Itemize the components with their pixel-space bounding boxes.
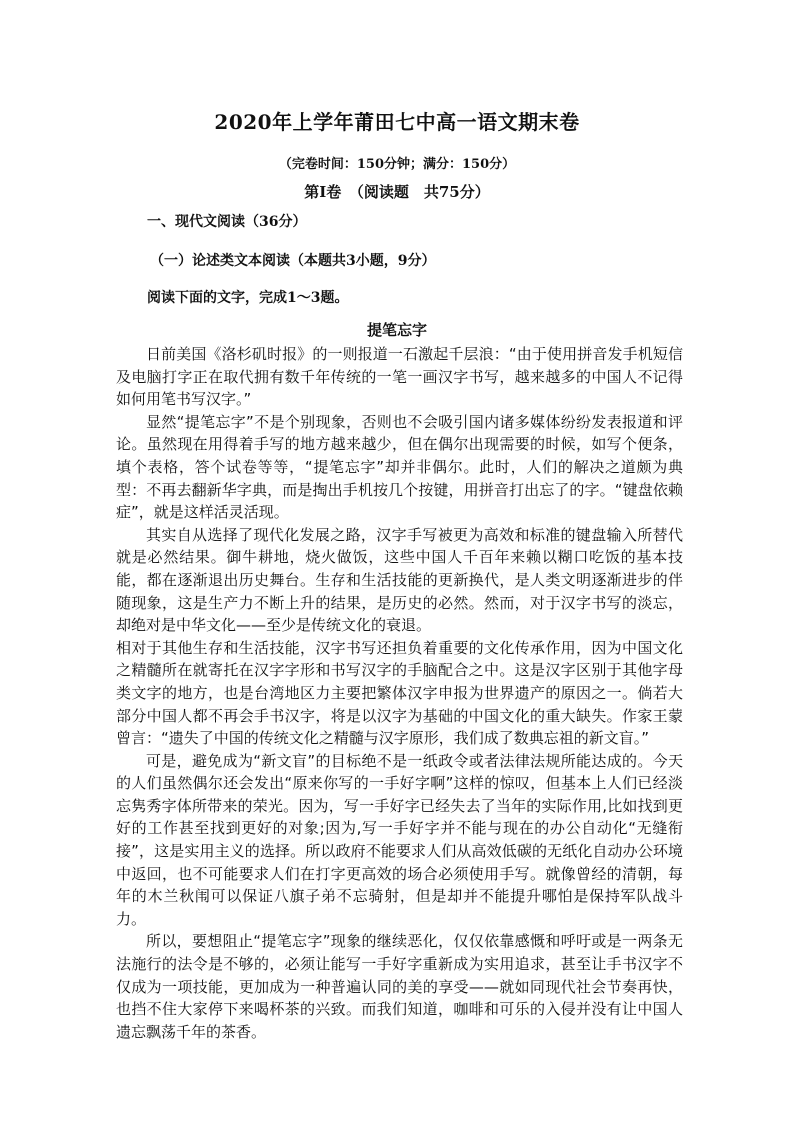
article-paragraph: 日前美国《洛杉矶时报》的一则报道一石激起千层浪：“由于使用拼音发手机短信及电脑打字正在取代拥有数千年传统的一笔一画汉字书写，越来越多的中国人不记得如何用笔书写汉字。”	[116, 345, 683, 409]
subsection-heading: （一）论述类文本阅读（本题共3小题，9分）	[150, 253, 436, 269]
volume-heading	[0, 181, 794, 202]
article-paragraph: 显然“提笔忘字”不是个别现象，否则也不会吸引国内诸多媒体纷纷发表报道和评论。虽然现在用得着手写的地方越来越少，但在偶尔出现需要的时候，如写个便条，填个表格，答个试卷等等，“提笔忘字”却并非偶尔。此时，人们的解决之道颇为典型：不再去翻新华字典，而是掏出手机按几个按键，用拼音打出忘了的字。“键盘依赖症”，就是这样活灵活现。	[116, 412, 683, 522]
article-paragraph: 可是，避免成为“新文盲”的目标绝不是一纸政令或者法律法规所能达成的。今天的人们虽然偶尔还会发出“原来你写的一手好字啊”这样的惊叹，但基本上人们已经淡忘隽秀字体所带来的荣光。因为，写一手好字已经失去了当年的实际作用,比如找到更好的工作甚至找到更好的对象;因为,写一手好字并不能与现在的办公自动化“无缝衔接”，这是实用主义的选择。所以政府不能要求人们从高效低碳的无纸化自动办公环境中返回，也不可能要求人们在打字更高效的场合必须使用手写。就像曾经的清朝，每年的木兰秋闱可以保证八旗子弟不忘骑射，但是却并不能提升哪怕是保持军队战斗力。	[116, 751, 683, 928]
volume-description: （阅读题 共75分）	[356, 183, 490, 201]
section-heading: 一、现代文阅读（36分）	[147, 214, 307, 230]
volume-label: 第Ⅰ卷	[304, 183, 342, 201]
article-paragraph: 其实自从选择了现代化发展之路，汉字手写被更为高效和标准的键盘输入所替代就是必然结果。御牛耕地，烧火做饭，这些中国人千百年来赖以糊口吃饭的基本技能，都在逐渐退出历史舞台。生存和生活技能的更新换代，是人类文明逐渐进步的伴随现象，这是生产力不断上升的结果，是历史的必然。然而，对于汉字书写的淡忘，却绝对是中华文化——至少是传统文化的衰退。	[116, 525, 683, 635]
article-paragraph: 相对于其他生存和生活技能，汉字书写还担负着重要的文化传承作用，因为中国文化之精髓所在就寄托在汉字字形和书写汉字的手脑配合之中。这是汉字区别于其他字母类文字的地方，也是台湾地区力主要把繁体汉字申报为世界遗产的原因之一。倘若大部分中国人都不再会手书汉字，将是以汉字为基础的中国文化的重大缺失。作家王蒙曾言：“遗失了中国的传统文化之精髓与汉字原形，我们成了数典忘祖的新文盲。”	[116, 638, 683, 748]
article-body	[116, 343, 683, 1043]
article-title: 提笔忘字	[366, 321, 427, 339]
article-paragraph: 所以，要想阻止“提笔忘字”现象的继续恶化，仅仅依靠感慨和呼吁或是一两条无法施行的法令是不够的，必须让能写一手好字重新成为实用追求，甚至让手书汉字不仅成为一项技能，更加成为一种普遍认同的美的享受——就如同现代社会节奏再快，也挡不住大家停下来喝杯茶的兴致。而我们知道，咖啡和可乐的入侵并没有让中国人遗忘飘荡千年的茶香。	[116, 932, 683, 1041]
reading-instruction: 阅读下面的文字，完成1～3题。	[147, 290, 349, 306]
exam-title: 2020年上学年莆田七中高一语文期末卷	[214, 110, 580, 134]
exam-time-and-score: （完卷时间：150分钟；满分：150分）	[278, 157, 516, 172]
